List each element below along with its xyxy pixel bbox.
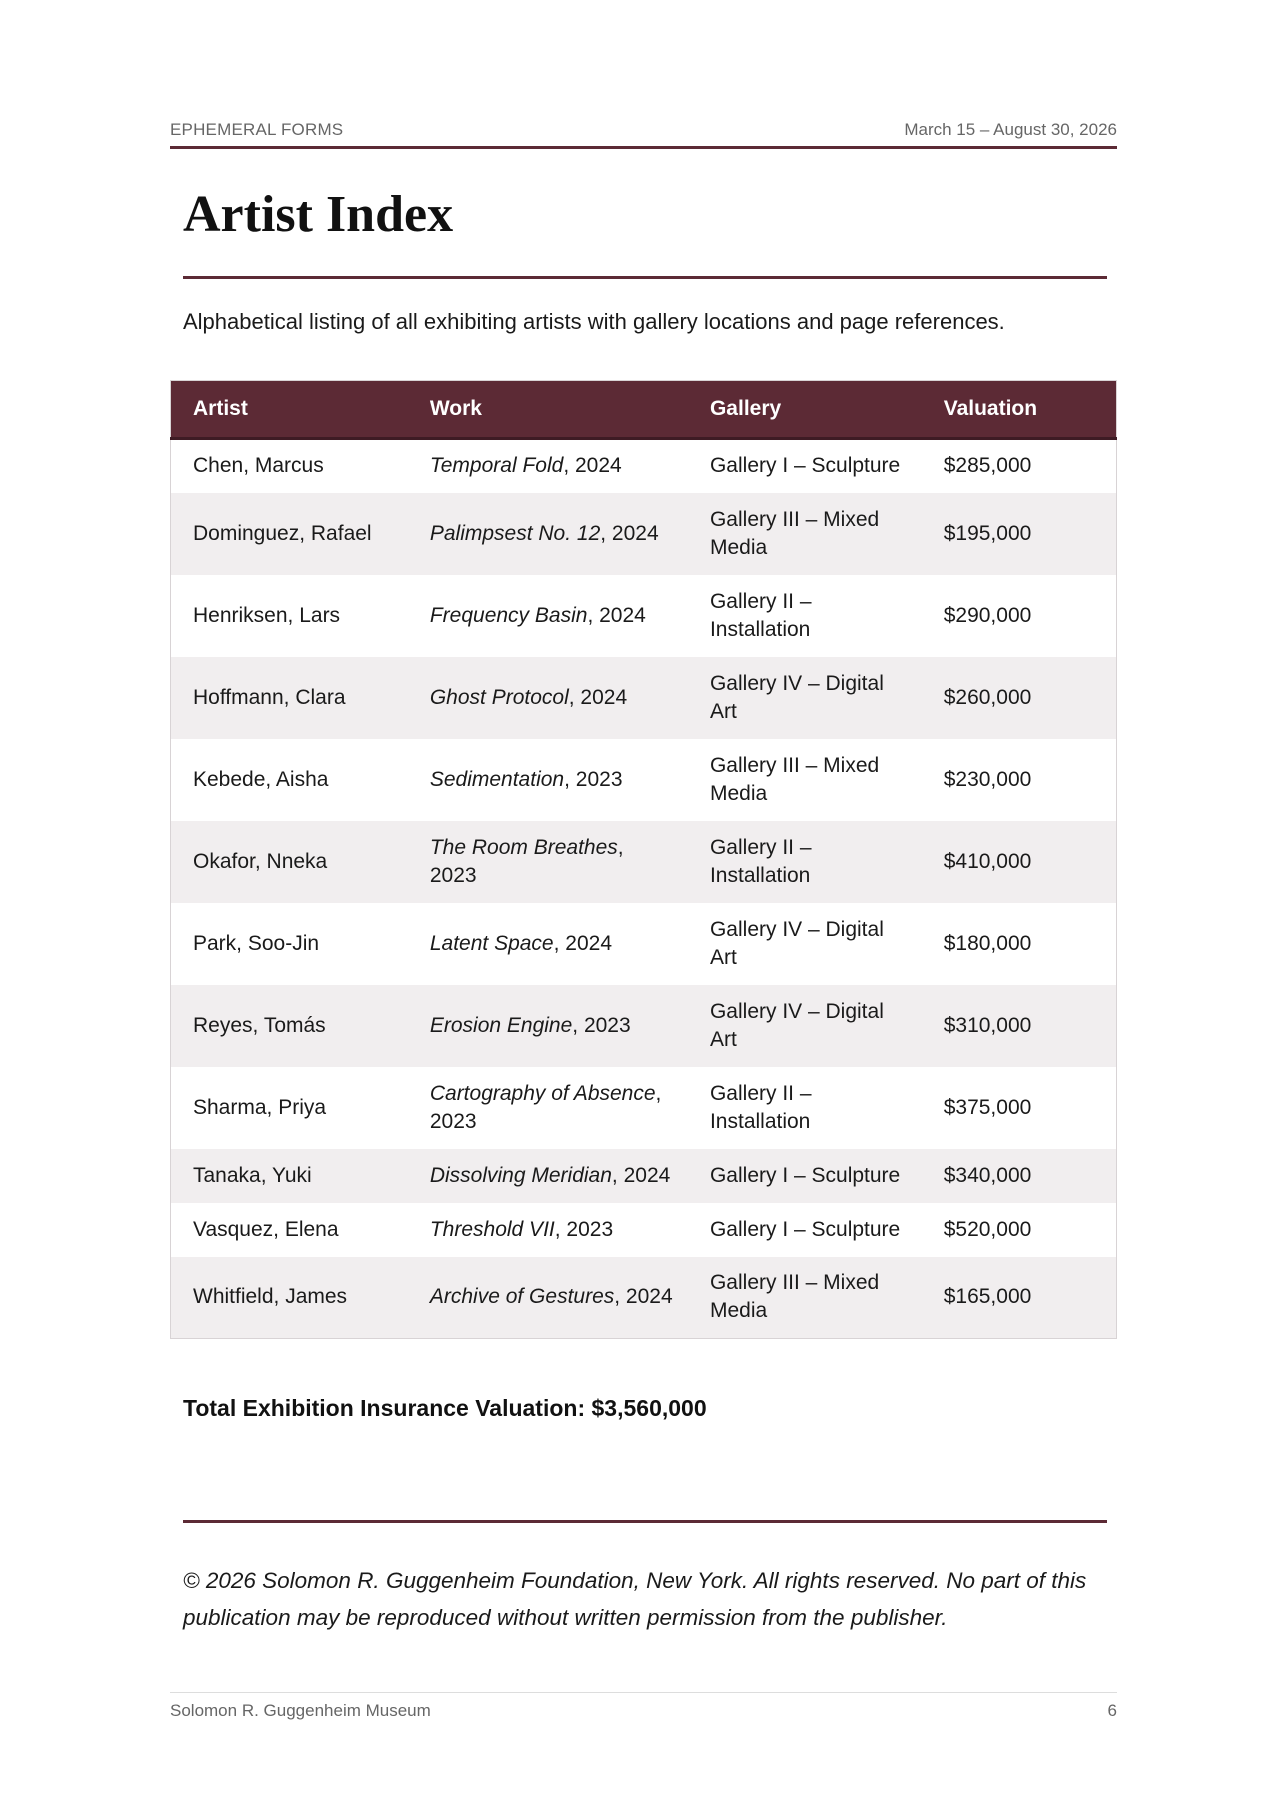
gallery-location: Gallery II – Installation: [709, 1081, 812, 1133]
gallery-location: Gallery IV – Digital Art: [709, 999, 884, 1051]
valuation: $230,000: [943, 767, 1032, 791]
work-cell: [408, 821, 688, 903]
gallery-location: Gallery I – Sculpture: [709, 454, 901, 478]
work-cell: [408, 1203, 688, 1257]
exhibition-dates: March 15 – August 30, 2026: [904, 120, 1117, 139]
gallery-location: Gallery IV – Digital Art: [709, 917, 884, 969]
running-header: [170, 118, 1117, 149]
artist-name: Tanaka, Yuki: [193, 1163, 312, 1187]
table-row: [171, 657, 1117, 739]
table-row: [171, 493, 1117, 575]
work-cell: [408, 439, 688, 493]
work-cell: [408, 985, 688, 1067]
work-cell: [408, 903, 688, 985]
work-year: , 2023: [572, 1013, 631, 1037]
artist-name: Kebede, Aisha: [193, 767, 329, 791]
table-header-row: [171, 381, 1117, 439]
gallery-location: Gallery III – Mixed Media: [709, 507, 880, 559]
artist-name: Okafor, Nneka: [193, 849, 328, 873]
work-title: Frequency Basin: [429, 603, 588, 627]
work-cell: [408, 493, 688, 575]
work-title: Sedimentation: [429, 767, 565, 791]
work-title: Dissolving Meridian: [429, 1163, 612, 1187]
valuation: $285,000: [943, 454, 1032, 478]
total-valuation: Total Exhibition Insurance Valuation: $3,560,000: [183, 1395, 707, 1421]
work-year: , 2024: [568, 685, 628, 709]
gallery-location: Gallery I – Sculpture: [709, 1163, 901, 1187]
gallery-location: Gallery II – Installation: [709, 589, 812, 641]
footer-divider: [183, 1520, 1107, 1523]
work-title: Ghost Protocol: [429, 685, 569, 709]
publication-name: EPHEMERAL FORMS: [170, 120, 344, 139]
artist-name: Henriksen, Lars: [193, 603, 341, 627]
table-row: [171, 821, 1117, 903]
column-header-gallery: Gallery: [709, 397, 782, 420]
work-cell: [408, 657, 688, 739]
gallery-location: Gallery IV – Digital Art: [709, 671, 884, 723]
work-year: , 2024: [587, 603, 646, 627]
work-cell: [408, 739, 688, 821]
table-row: [171, 575, 1117, 657]
work-title: The Room Breathes: [429, 835, 618, 859]
artist-name: Whitfield, James: [193, 1285, 348, 1309]
table-row: [171, 903, 1117, 985]
valuation: $410,000: [943, 849, 1032, 873]
work-year: , 2023: [429, 835, 624, 887]
work-year: , 2023: [564, 767, 623, 791]
artist-name: Reyes, Tomás: [193, 1013, 326, 1037]
artist-name: Hoffmann, Clara: [193, 685, 346, 709]
table-row: [171, 439, 1117, 493]
valuation: $195,000: [943, 521, 1032, 545]
work-cell: [408, 575, 688, 657]
valuation: $165,000: [943, 1285, 1032, 1309]
column-header-valuation: Valuation: [943, 397, 1038, 420]
table-body: [171, 439, 1117, 1339]
work-title: Threshold VII: [429, 1217, 555, 1241]
valuation: $520,000: [943, 1217, 1032, 1241]
valuation: $340,000: [943, 1163, 1032, 1187]
table-row: [171, 739, 1117, 821]
artist-name: Dominguez, Rafael: [193, 521, 372, 545]
gallery-location: Gallery III – Mixed Media: [709, 1271, 880, 1323]
artist-name: Sharma, Priya: [193, 1095, 327, 1119]
work-year: , 2024: [553, 931, 612, 955]
valuation: $180,000: [943, 931, 1032, 955]
table-row: [171, 1257, 1117, 1339]
column-header-work: Work: [429, 397, 482, 420]
table-row: [171, 1149, 1117, 1203]
artist-name: Chen, Marcus: [193, 454, 324, 478]
intro-text: Alphabetical listing of all exhibiting artists with gallery locations and page references.: [183, 309, 1005, 334]
table-row: [171, 1203, 1117, 1257]
page-title: Artist Index: [183, 186, 454, 243]
work-title: Erosion Engine: [429, 1013, 573, 1037]
work-title: Palimpsest No. 12: [429, 521, 601, 545]
work-title: Latent Space: [429, 931, 554, 955]
valuation: $310,000: [943, 1013, 1032, 1037]
running-footer: [170, 1692, 1117, 1723]
publisher-name: Solomon R. Guggenheim Museum: [170, 1701, 431, 1720]
artist-name: Vasquez, Elena: [193, 1217, 339, 1241]
table-row: [171, 985, 1117, 1067]
work-year: , 2023: [429, 1081, 662, 1133]
column-header-artist: Artist: [193, 397, 248, 420]
work-year: , 2024: [611, 1163, 671, 1187]
valuation: $290,000: [943, 603, 1032, 627]
work-cell: [408, 1067, 688, 1149]
work-year: , 2024: [614, 1285, 673, 1309]
gallery-location: Gallery I – Sculpture: [709, 1217, 901, 1241]
work-title: Cartography of Absence: [429, 1081, 656, 1105]
table-row: [171, 1067, 1117, 1149]
artist-table: [170, 380, 1117, 1339]
title-divider: [183, 276, 1107, 279]
work-cell: [408, 1257, 688, 1339]
work-year: , 2024: [600, 521, 659, 545]
gallery-location: Gallery II – Installation: [709, 835, 812, 887]
valuation: $260,000: [943, 685, 1032, 709]
copyright-notice: © 2026 Solomon R. Guggenheim Foundation, New York. All rights reserved. No part of this publication may be reproduced without written permission from the publisher.: [183, 1568, 1087, 1630]
work-title: Temporal Fold: [429, 454, 564, 478]
work-year: , 2023: [554, 1217, 614, 1241]
artist-name: Park, Soo-Jin: [193, 931, 320, 955]
work-title: Archive of Gestures: [429, 1285, 615, 1309]
work-year: , 2024: [563, 454, 622, 478]
valuation: $375,000: [943, 1095, 1032, 1119]
page-number: 6: [1107, 1701, 1117, 1720]
work-cell: [408, 1149, 688, 1203]
gallery-location: Gallery III – Mixed Media: [709, 753, 880, 805]
